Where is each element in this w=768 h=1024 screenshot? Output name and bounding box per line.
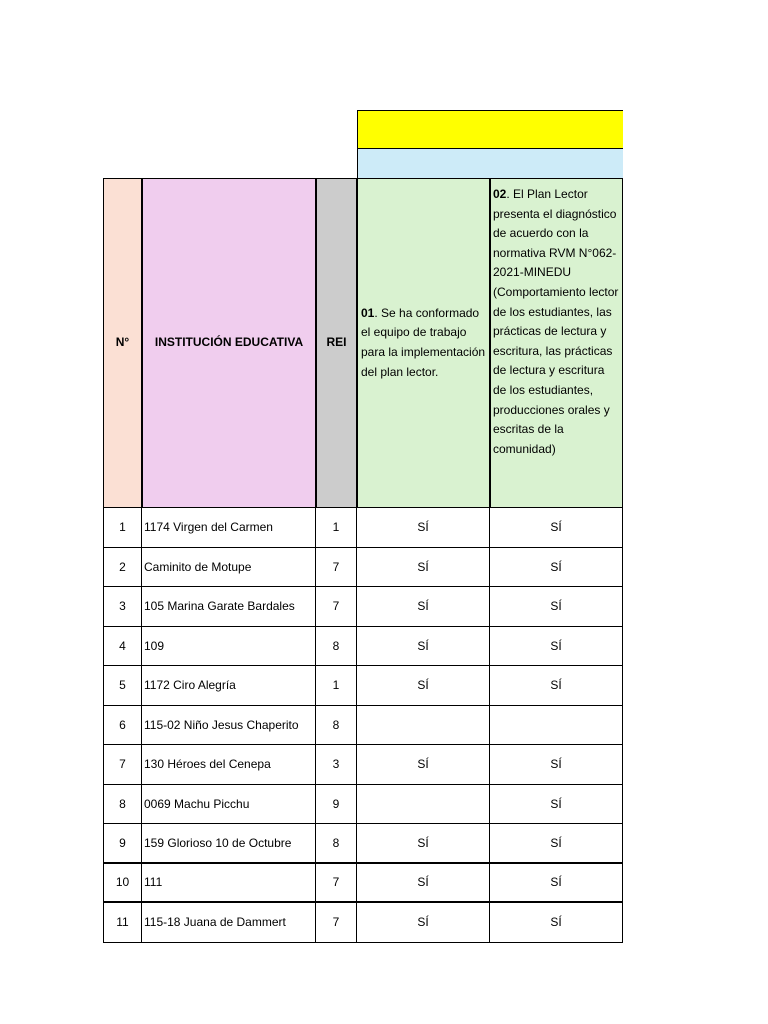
cell-question-1[interactable] — [357, 706, 490, 746]
cell-number[interactable]: 7 — [103, 745, 142, 785]
table-row — [103, 508, 623, 548]
yellow-header-band[interactable] — [357, 110, 623, 149]
cell-question-2[interactable]: SÍ — [490, 824, 623, 864]
question-2-number: 02 — [493, 187, 507, 201]
cell-number[interactable]: 5 — [103, 666, 142, 706]
cell-question-2[interactable]: SÍ — [490, 508, 623, 548]
cell-rei[interactable]: 7 — [316, 548, 357, 588]
cell-question-1[interactable] — [357, 785, 490, 825]
question-1-description: . Se ha conformado el equipo de trabajo para la implementación del plan lector. — [361, 305, 486, 379]
table-row — [103, 745, 623, 785]
cell-rei[interactable]: 8 — [316, 706, 357, 746]
cell-rei[interactable]: 3 — [316, 745, 357, 785]
cell-number[interactable]: 2 — [103, 548, 142, 588]
cell-number[interactable]: 9 — [103, 824, 142, 864]
table-row — [103, 666, 623, 706]
cell-question-1[interactable]: SÍ — [357, 824, 490, 864]
header-rei[interactable] — [316, 178, 357, 508]
cell-institucion[interactable]: 0069 Machu Picchu — [142, 785, 316, 825]
table-row — [103, 864, 623, 904]
cell-number[interactable]: 4 — [103, 627, 142, 667]
cell-question-1[interactable]: SÍ — [357, 627, 490, 667]
cell-number[interactable]: 3 — [103, 587, 142, 627]
cell-question-1[interactable]: SÍ — [357, 745, 490, 785]
cell-number[interactable]: 11 — [103, 903, 142, 943]
header-question-2[interactable] — [490, 178, 623, 508]
header-question-2-text — [493, 185, 620, 459]
cell-question-1[interactable]: SÍ — [357, 903, 490, 943]
cell-question-2[interactable]: SÍ — [490, 627, 623, 667]
cell-number[interactable]: 6 — [103, 706, 142, 746]
header-rei-label: REI — [326, 335, 347, 350]
cell-rei[interactable]: 8 — [316, 627, 357, 667]
header-institucion[interactable] — [142, 178, 316, 508]
question-2-description: . El Plan Lector presenta el diagnóstico de acuerdo con la normativa RVM N°062-2021-MINEDU (Comportamiento lector de los estudiantes, las prácticas de lectura y escritura, las prácticas de lectura y escritura de los estudiantes, producciones orales y escritas de la comunidad) — [493, 187, 619, 456]
table-row — [103, 903, 623, 943]
cell-question-2[interactable] — [490, 706, 623, 746]
cell-question-2[interactable]: SÍ — [490, 587, 623, 627]
table-row — [103, 548, 623, 588]
cell-rei[interactable]: 1 — [316, 666, 357, 706]
question-1-number: 01 — [361, 305, 375, 320]
cell-question-1[interactable]: SÍ — [357, 548, 490, 588]
cell-question-1[interactable]: SÍ — [357, 587, 490, 627]
cell-institucion[interactable]: 130 Héroes del Cenepa — [142, 745, 316, 785]
table-row — [103, 785, 623, 825]
cell-institucion[interactable]: 111 — [142, 864, 316, 904]
cell-rei[interactable]: 1 — [316, 508, 357, 548]
cell-institucion[interactable]: 115-02 Niño Jesus Chaperito — [142, 706, 316, 746]
cell-rei[interactable]: 9 — [316, 785, 357, 825]
cell-institucion[interactable]: 105 Marina Garate Bardales — [142, 587, 316, 627]
blue-header-band[interactable] — [357, 149, 623, 178]
cell-institucion[interactable]: 1174 Virgen del Carmen — [142, 508, 316, 548]
cell-institucion[interactable]: 115-18 Juana de Dammert — [142, 903, 316, 943]
table-row — [103, 824, 623, 864]
cell-institucion[interactable]: Caminito de Motupe — [142, 548, 316, 588]
cell-question-1[interactable]: SÍ — [357, 666, 490, 706]
header-institucion-label: INSTITUCIÓN EDUCATIVA — [154, 335, 304, 350]
table-row — [103, 706, 623, 746]
cell-institucion[interactable]: 1172 Ciro Alegría — [142, 666, 316, 706]
header-question-1[interactable] — [357, 178, 490, 508]
cell-number[interactable]: 1 — [103, 508, 142, 548]
header-question-1-text — [361, 304, 487, 382]
table-row — [103, 627, 623, 667]
cell-institucion[interactable]: 159 Glorioso 10 de Octubre — [142, 824, 316, 864]
cell-question-2[interactable]: SÍ — [490, 666, 623, 706]
cell-question-2[interactable]: SÍ — [490, 903, 623, 943]
cell-number[interactable]: 8 — [103, 785, 142, 825]
cell-question-2[interactable]: SÍ — [490, 864, 623, 904]
cell-question-2[interactable]: SÍ — [490, 745, 623, 785]
cell-question-2[interactable]: SÍ — [490, 785, 623, 825]
cell-rei[interactable]: 7 — [316, 864, 357, 904]
cell-question-2[interactable]: SÍ — [490, 548, 623, 588]
cell-rei[interactable]: 8 — [316, 824, 357, 864]
header-number-label: N° — [115, 335, 130, 350]
cell-rei[interactable]: 7 — [316, 903, 357, 943]
cell-question-1[interactable]: SÍ — [357, 508, 490, 548]
header-number[interactable] — [103, 178, 142, 508]
cell-number[interactable]: 10 — [103, 864, 142, 904]
cell-rei[interactable]: 7 — [316, 587, 357, 627]
table-row — [103, 587, 623, 627]
cell-institucion[interactable]: 109 — [142, 627, 316, 667]
cell-question-1[interactable]: SÍ — [357, 864, 490, 904]
